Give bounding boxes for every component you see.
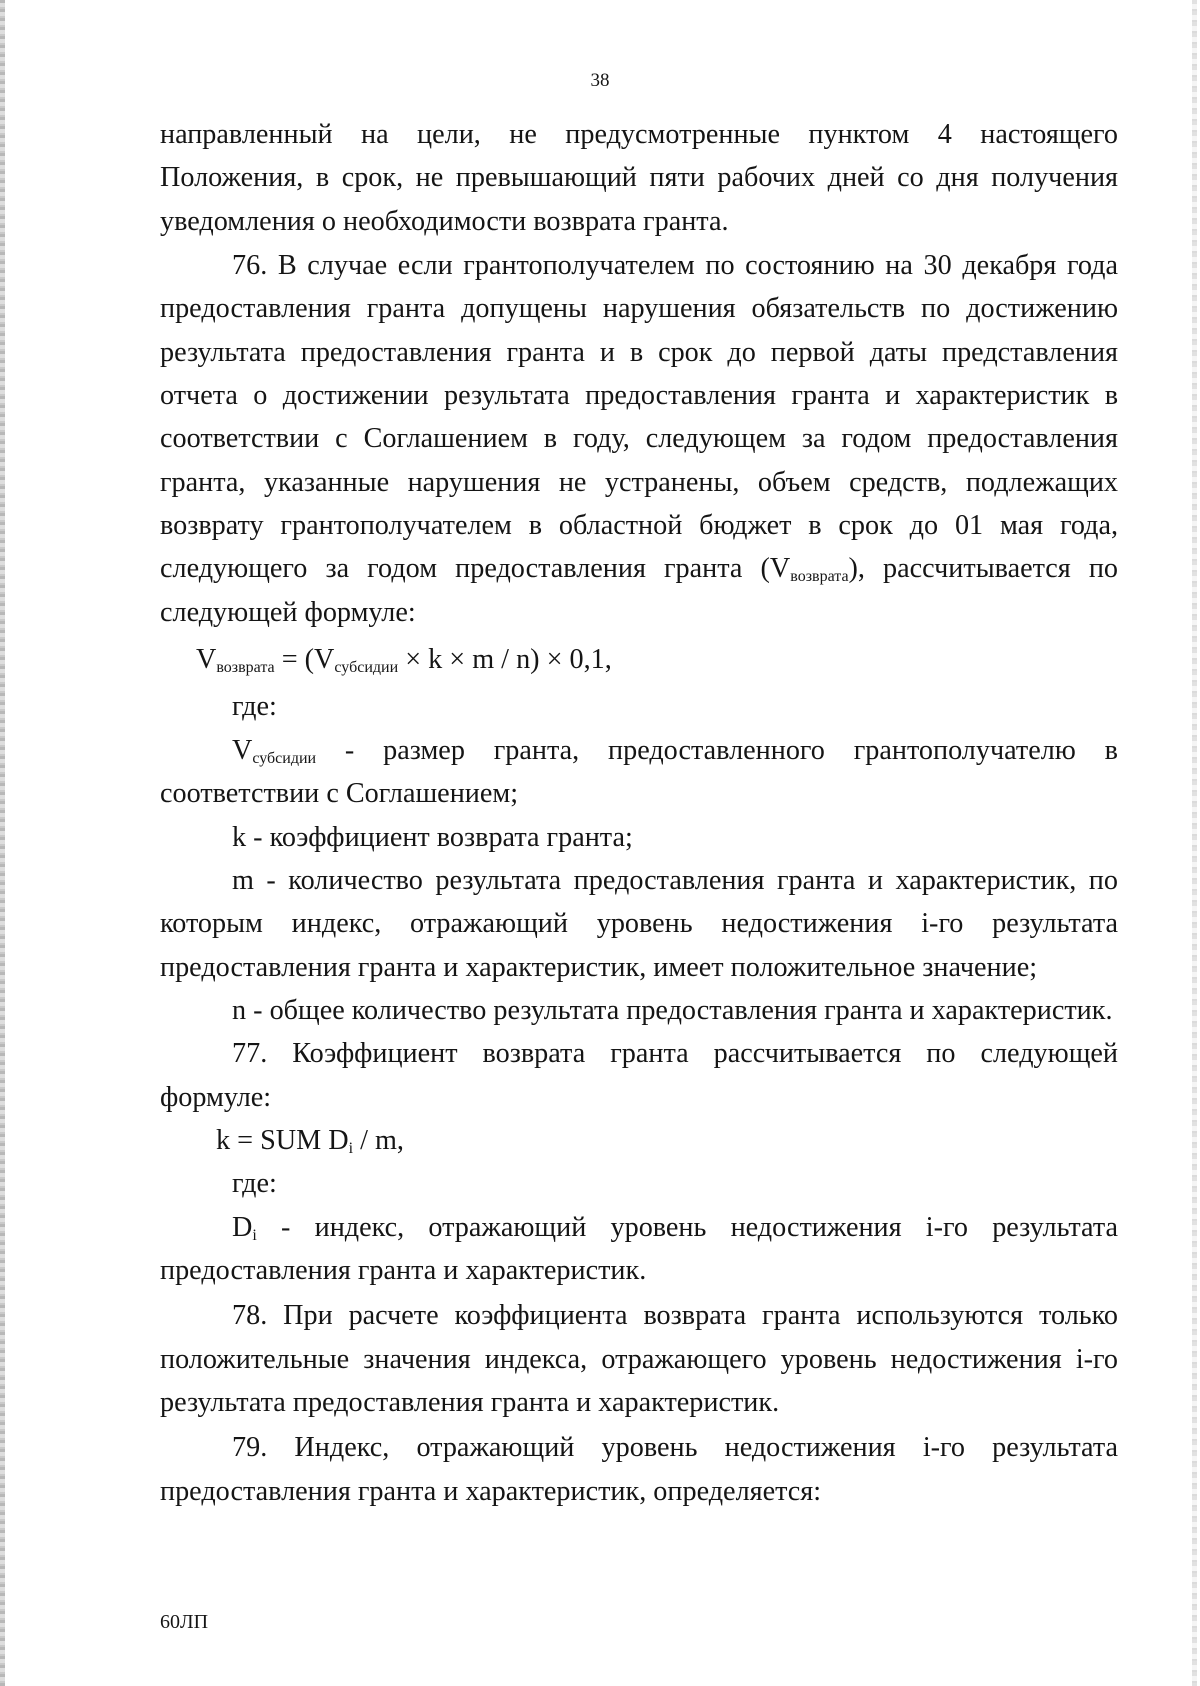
paragraph-continuation: направленный на цели, не предусмотренные пунктом 4 настоящего Положения, в срок, не превышающий пяти рабочих дней со дня получения уведомления о необходимости возврата гранта. (160, 119, 1118, 237)
where-label-1: где: (232, 691, 277, 723)
page-number: 38 (590, 70, 610, 91)
formula-tail: × k × m / n) × 0,1, (398, 644, 612, 676)
paragraph-77: 77. Коэффициент возврата гранта рассчитывается по следующей формуле: (160, 1038, 1118, 1113)
paragraph-76-text: 76. В случае если грантополучателем по состоянию на 30 декабря года предоставления гранта допущены нарушения обязательств по достижению результата предоставления гранта и в срок до первой даты представления отчета о достижении результата предоставления гранта и характеристик в соответствии с Соглашением в году, следующем за годом предоставления гранта, указанные нарушения не устранены, объем средств, подлежащих возврату грантополучателем в областной бюджет в срок до 01 мая года, следующего за годом предоставления гранта (V (160, 250, 1118, 585)
definition-d (160, 1206, 1118, 1293)
formula-mid: = (V (274, 644, 335, 676)
formula-return-volume (160, 638, 1118, 681)
subscript-return: возврата (790, 568, 849, 586)
formula-sub-subsidy: субсидии (334, 659, 399, 677)
formula-sub-return: возврата (216, 659, 275, 677)
paragraph-76 (160, 244, 1118, 634)
definition-n: n - общее количество результата предоставления гранта и характеристик. (232, 994, 1113, 1026)
formula2-lead: k = SUM D (216, 1124, 349, 1156)
scan-edge-right (1192, 0, 1197, 1686)
where-label-2: где: (232, 1168, 277, 1200)
formula-coefficient (160, 1119, 1118, 1162)
def-d-sub: i (252, 1226, 257, 1244)
formula2-tail: / m, (353, 1124, 404, 1156)
paragraph-79: 79. Индекс, отражающий уровень недостижения i-го результата предоставления гранта и характеристик, определяется: (160, 1432, 1118, 1507)
def-v-sub: субсидии (252, 749, 317, 767)
paragraph-76-text-end: ), рассчитывается по следующей формуле: (160, 553, 1118, 628)
def-d-symbol: D (232, 1211, 253, 1243)
definition-m: m - количество результата предоставления гранта и характеристик, по которым индекс, отражающий уровень недостижения i-го результата предоставления гранта и характеристик, имеет положительное значение; (160, 864, 1118, 983)
def-v-text: - размер гранта, предоставленного грантополучателю в соответствии с Соглашением; (160, 734, 1118, 810)
paragraph-78: 78. При расчете коэффициента возврата гранта используются только положительные значения индекса, отражающего уровень недостижения i-го результата предоставления гранта и характеристик. (160, 1300, 1118, 1418)
document-body (160, 113, 1118, 1513)
def-d-text: - индекс, отражающий уровень недостижения i-го результата предоставления гранта и характеристик. (160, 1211, 1118, 1286)
definition-k: k - коэффициент возврата гранта; (232, 821, 633, 853)
footer-document-code: 60ЛП (160, 1611, 209, 1633)
def-v-symbol: V (232, 734, 253, 766)
definition-v-subsidy (160, 729, 1118, 816)
formula-v: V (196, 644, 217, 676)
formula2-sub: i (348, 1139, 354, 1157)
scan-edge-left (0, 0, 5, 1686)
